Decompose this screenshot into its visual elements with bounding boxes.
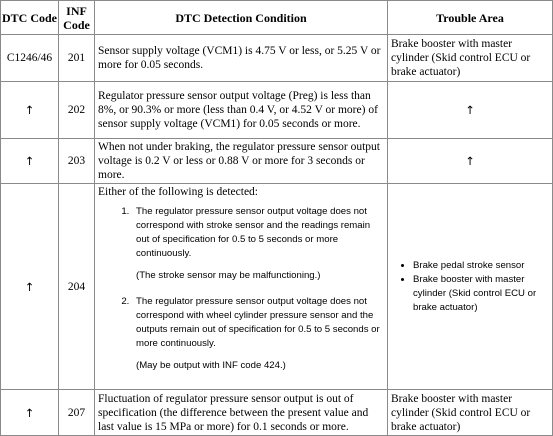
condition-item-text: 1. The regulator pressure sensor output voltage does not correspond with stroke sensor and the readings remain out of specification for 0.5 to 5 seconds or more continuously. bbox=[136, 206, 371, 259]
trouble-area-cell bbox=[388, 184, 553, 390]
detection-condition-cell: When not under braking, the regulator pressure sensor output voltage is 0.2 V or less or 0.88 V or more for 3 seconds or more. bbox=[95, 139, 388, 184]
trouble-area-cell: Brake booster with master cylinder (Skid control ECU or brake actuator) bbox=[388, 35, 553, 82]
trouble-area-cell: Brake booster with master cylinder (Skid control ECU or brake actuator) bbox=[388, 390, 553, 436]
detection-condition-cell: Sensor supply voltage (VCM1) is 4.75 V or less, or 5.25 V or more for 0.05 seconds. bbox=[95, 35, 388, 82]
inf-code-cell: 204 bbox=[59, 184, 95, 390]
header-inf-code: INF Code bbox=[59, 1, 95, 35]
table-row bbox=[1, 139, 553, 184]
dtc-code-ditto-arrow: ↑ bbox=[1, 390, 59, 436]
dtc-code-cell: C1246/46 bbox=[1, 35, 59, 82]
condition-list-item bbox=[132, 205, 384, 283]
table-header-row bbox=[1, 1, 553, 35]
condition-item-note: (May be output with INF code 424.) bbox=[136, 360, 286, 371]
dtc-code-ditto-arrow: ↑ bbox=[1, 82, 59, 139]
header-detection-condition: DTC Detection Condition bbox=[95, 1, 388, 35]
table-row bbox=[1, 390, 553, 436]
condition-intro: Either of the following is detected: bbox=[98, 186, 258, 198]
inf-code-cell: 201 bbox=[59, 35, 95, 82]
detection-condition-cell: Fluctuation of regulator pressure sensor output is out of specification (the difference between the present value and last value is 15 MPa or more) for 0.1 seconds or more. bbox=[95, 390, 388, 436]
table-row bbox=[1, 82, 553, 139]
dtc-code-ditto-arrow: ↑ bbox=[1, 184, 59, 390]
trouble-area-list-item: • Brake booster with master cylinder (Skid control ECU or brake actuator) bbox=[413, 273, 549, 315]
table-row bbox=[1, 35, 553, 82]
trouble-area-list bbox=[391, 259, 549, 315]
inf-code-cell: 207 bbox=[59, 390, 95, 436]
inf-code-cell: 203 bbox=[59, 139, 95, 184]
condition-list bbox=[98, 205, 384, 373]
header-dtc-code: DTC Code bbox=[1, 1, 59, 35]
detection-condition-cell bbox=[95, 184, 388, 390]
detection-condition-cell: Regulator pressure sensor output voltage (Preg) is less than 8%, or 90.3% or more (less than 0.4 V, or 4.52 V or more) of sensor supply voltage (VCM1) for 0.05 seconds or more. bbox=[95, 82, 388, 139]
trouble-area-list-item: • Brake pedal stroke sensor bbox=[413, 259, 549, 273]
condition-list-item bbox=[132, 295, 384, 373]
dtc-code-ditto-arrow: ↑ bbox=[1, 139, 59, 184]
trouble-area-ditto-arrow: ↑ bbox=[388, 139, 553, 184]
inf-code-cell: 202 bbox=[59, 82, 95, 139]
condition-item-note: (The stroke sensor may be malfunctioning.) bbox=[136, 270, 321, 281]
table-row bbox=[1, 184, 553, 390]
condition-item-text: 2. The regulator pressure sensor output voltage does not correspond with wheel cylinder pressure sensor and the outputs remain out of specification for 0.5 to 5 seconds or more continuously. bbox=[136, 296, 380, 349]
header-trouble-area: Trouble Area bbox=[388, 1, 553, 35]
trouble-area-ditto-arrow: ↑ bbox=[388, 82, 553, 139]
